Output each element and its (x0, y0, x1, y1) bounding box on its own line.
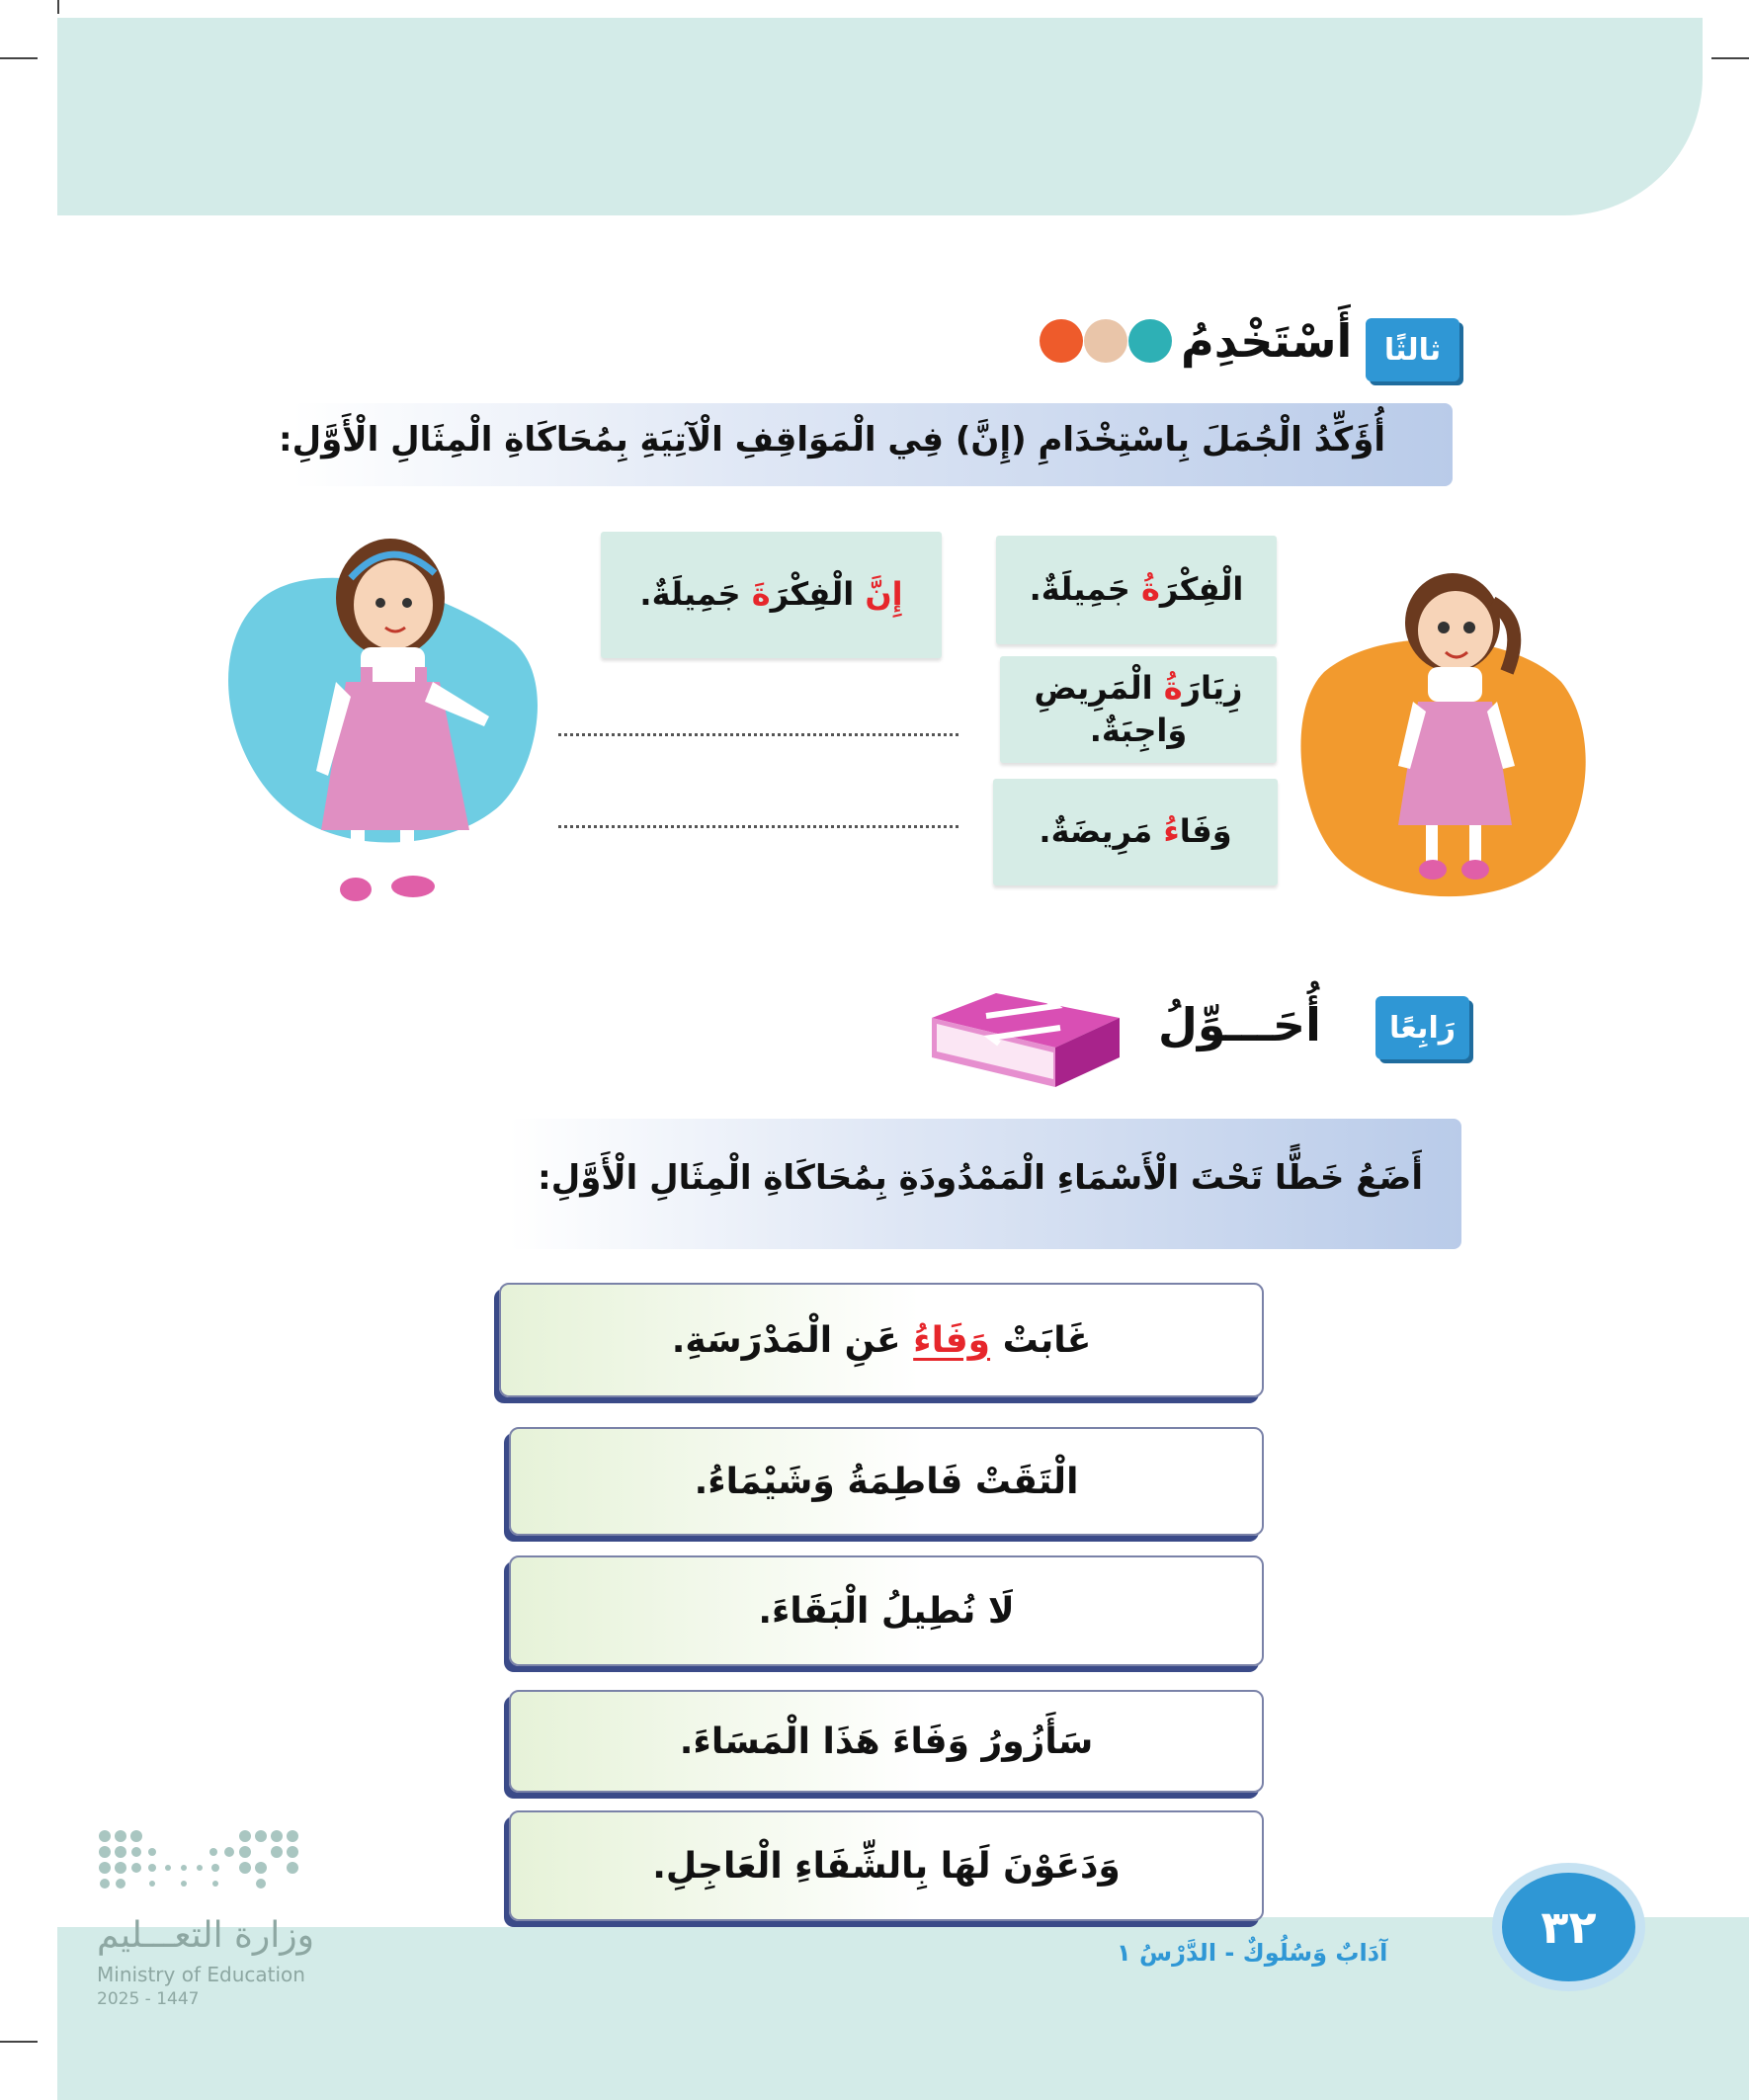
crop-mark (57, 0, 59, 14)
sentence-note (996, 536, 1277, 644)
girl-pointing-figure (306, 534, 504, 919)
ministry-logo-icon (97, 1826, 309, 1895)
lesson-label: آدَابٌ وَسُلُوكٌ - الدَّرْسُ ١ (1117, 1939, 1388, 1967)
section3-dot (1084, 319, 1127, 363)
sentence-note (1000, 656, 1277, 763)
section3-badge (1366, 318, 1459, 381)
sentence-card (499, 1283, 1264, 1397)
book-transfer-icon (927, 988, 1124, 1102)
crop-mark (0, 57, 38, 59)
section4-instruction: أَضَعُ خَطًّا تَحْتَ الْأَسْمَاءِ الْمَمْدُودَةِ بِمُحَاكَاةِ الْمِثَالِ الْأَوَّلِ: (538, 1158, 1423, 1198)
sentence-text: لَا نُطِيلُ الْبَقَاءَ. (758, 1590, 1015, 1632)
underlined-word: وَفَاءُ (913, 1319, 991, 1361)
sentence-text: الْفِكْرَةُ جَمِيلَةٌ. (1029, 570, 1244, 609)
page-number: ٣٢ (1502, 1873, 1635, 1981)
section4-title: أُحَـــوِّلُ (1158, 998, 1321, 1051)
sentence-note (993, 779, 1278, 885)
girl-standing-figure (1378, 563, 1537, 889)
section3-dot (1128, 319, 1172, 363)
crop-mark (0, 2041, 38, 2043)
sentence-text: وَدَعَوْنَ لَهَا بِالشِّفَاءِ الْعَاجِلِ. (652, 1845, 1121, 1887)
example-answer-text: إِنَّ الْفِكْرَةَ جَمِيلَةٌ. (639, 575, 903, 614)
crop-mark (1711, 57, 1749, 59)
sentence-text: الْتَقَتْ فَاطِمَةُ وَشَيْمَاءُ. (694, 1461, 1079, 1502)
section3-dot (1040, 319, 1083, 363)
section3-instruction: أُؤَكِّدُ الْجُمَلَ بِاسْتِخْدَامِ (إِنَّ) فِي الْمَوَاقِفِ الْآتِيَةِ بِمُحَاكَاةِ الْمِثَالِ الْأَوَّلِ: (279, 420, 1385, 460)
academic-year: 2025 - 1447 (97, 1989, 200, 2009)
ministry-name-arabic: وزارة التعـــليم (97, 1915, 315, 1956)
section4-badge-label: رَابِعًا (1388, 1010, 1457, 1046)
sentence-card (509, 1555, 1264, 1666)
sentence-text: وَفَاءُ مَرِيضَةٌ. (1039, 812, 1232, 851)
answer-line[interactable] (558, 733, 958, 736)
sentence-text: سَأَزُورُ وَفَاءَ هَذَا الْمَسَاءَ. (679, 1721, 1094, 1762)
sentence-text: غَابَتْ وَفَاءُ عَنِ الْمَدْرَسَةِ. (671, 1319, 1092, 1361)
header-band (57, 18, 1703, 215)
section3-title: أَسْتَخْدِمُ (1181, 314, 1353, 368)
section4-badge (1375, 996, 1469, 1059)
sentence-card (509, 1427, 1264, 1536)
answer-line[interactable] (558, 825, 958, 828)
sentence-card (509, 1810, 1264, 1921)
sentence-card (509, 1690, 1264, 1793)
ministry-name-english: Ministry of Education (97, 1963, 305, 1986)
sentence-text: زِيَارَةُ الْمَرِيضِ وَاجِبَةٌ. (1034, 668, 1243, 749)
section3-badge-label: ثالثًا (1383, 332, 1442, 368)
example-answer-note (601, 532, 942, 658)
